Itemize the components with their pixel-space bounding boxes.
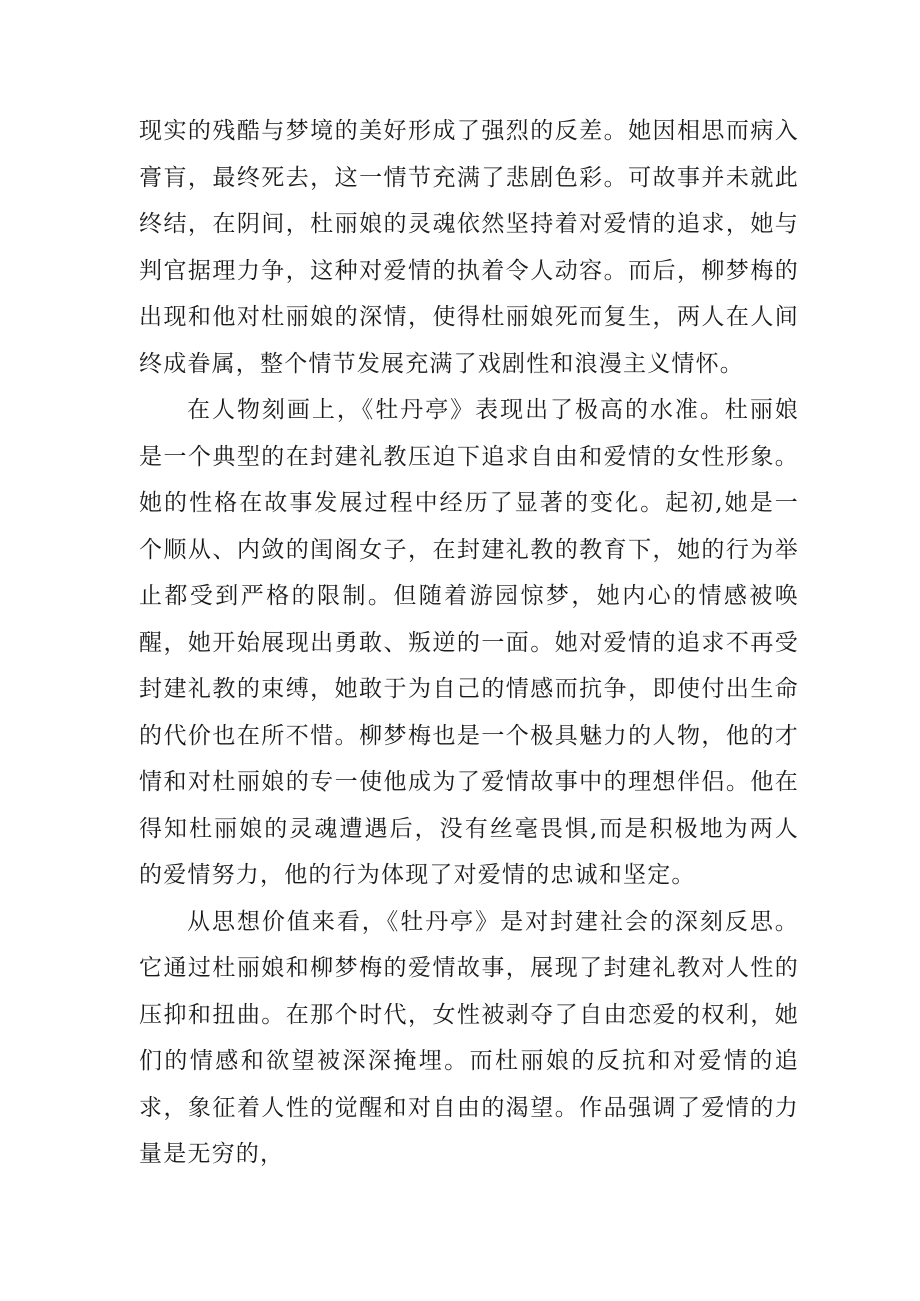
paragraph-plot: 现实的残酷与梦境的美好形成了强烈的反差。她因相思而病入膏肓，最终死去，这一情节充满了悲剧色彩。可故事并未就此终结，在阴间，杜丽娘的灵魂依然坚持着对爱情的追求，她与判官据理力争，这种对爱情的执着令人动容。而后，柳梦梅的出现和他对杜丽娘的深情，使得杜丽娘死而复生，两人在人间终成眷属，整个情节发展充满了戏剧性和浪漫主义情怀。 bbox=[139, 118, 799, 377]
paragraph-ideology: 从思想价值来看，《牡丹亭》是对封建社会的深刻反思。它通过杜丽娘和柳梦梅的爱情故事，展现了封建礼教对人性的压抑和扭曲。在那个时代，女性被剥夺了自由恋爱的权利，她们的情感和欲望被深深掩埋。而杜丽娘的反抗和对爱情的追求，象征着人性的觉醒和对自由的渴望。作品强调了爱情的力量是无穷的， bbox=[139, 908, 799, 1167]
paragraph-characters: 在人物刻画上，《牡丹亭》表现出了极高的水准。杜丽娘是一个典型的在封建礼教压迫下追求自由和爱情的女性形象。她的性格在故事发展过程中经历了显著的变化。起初,她是一个顺从、内敛的闺阁女子，在封建礼教的教育下，她的行为举止都受到严格的限制。但随着游园惊梦，她内心的情感被唤醒，她开始展现出勇敢、叛逆的一面。她对爱情的追求不再受封建礼教的束缚，她敢于为自己的情感而抗争，即使付出生命的代价也在所不惜。柳梦梅也是一个极具魅力的人物，他的才情和对杜丽娘的专一使他成为了爱情故事中的理想伴侣。他在得知杜丽娘的灵魂遭遇后，没有丝毫畏惧,而是积极地为两人的爱情努力，他的行为体现了对爱情的忠诚和坚定。 bbox=[139, 397, 799, 888]
body-text bbox=[139, 108, 799, 1178]
